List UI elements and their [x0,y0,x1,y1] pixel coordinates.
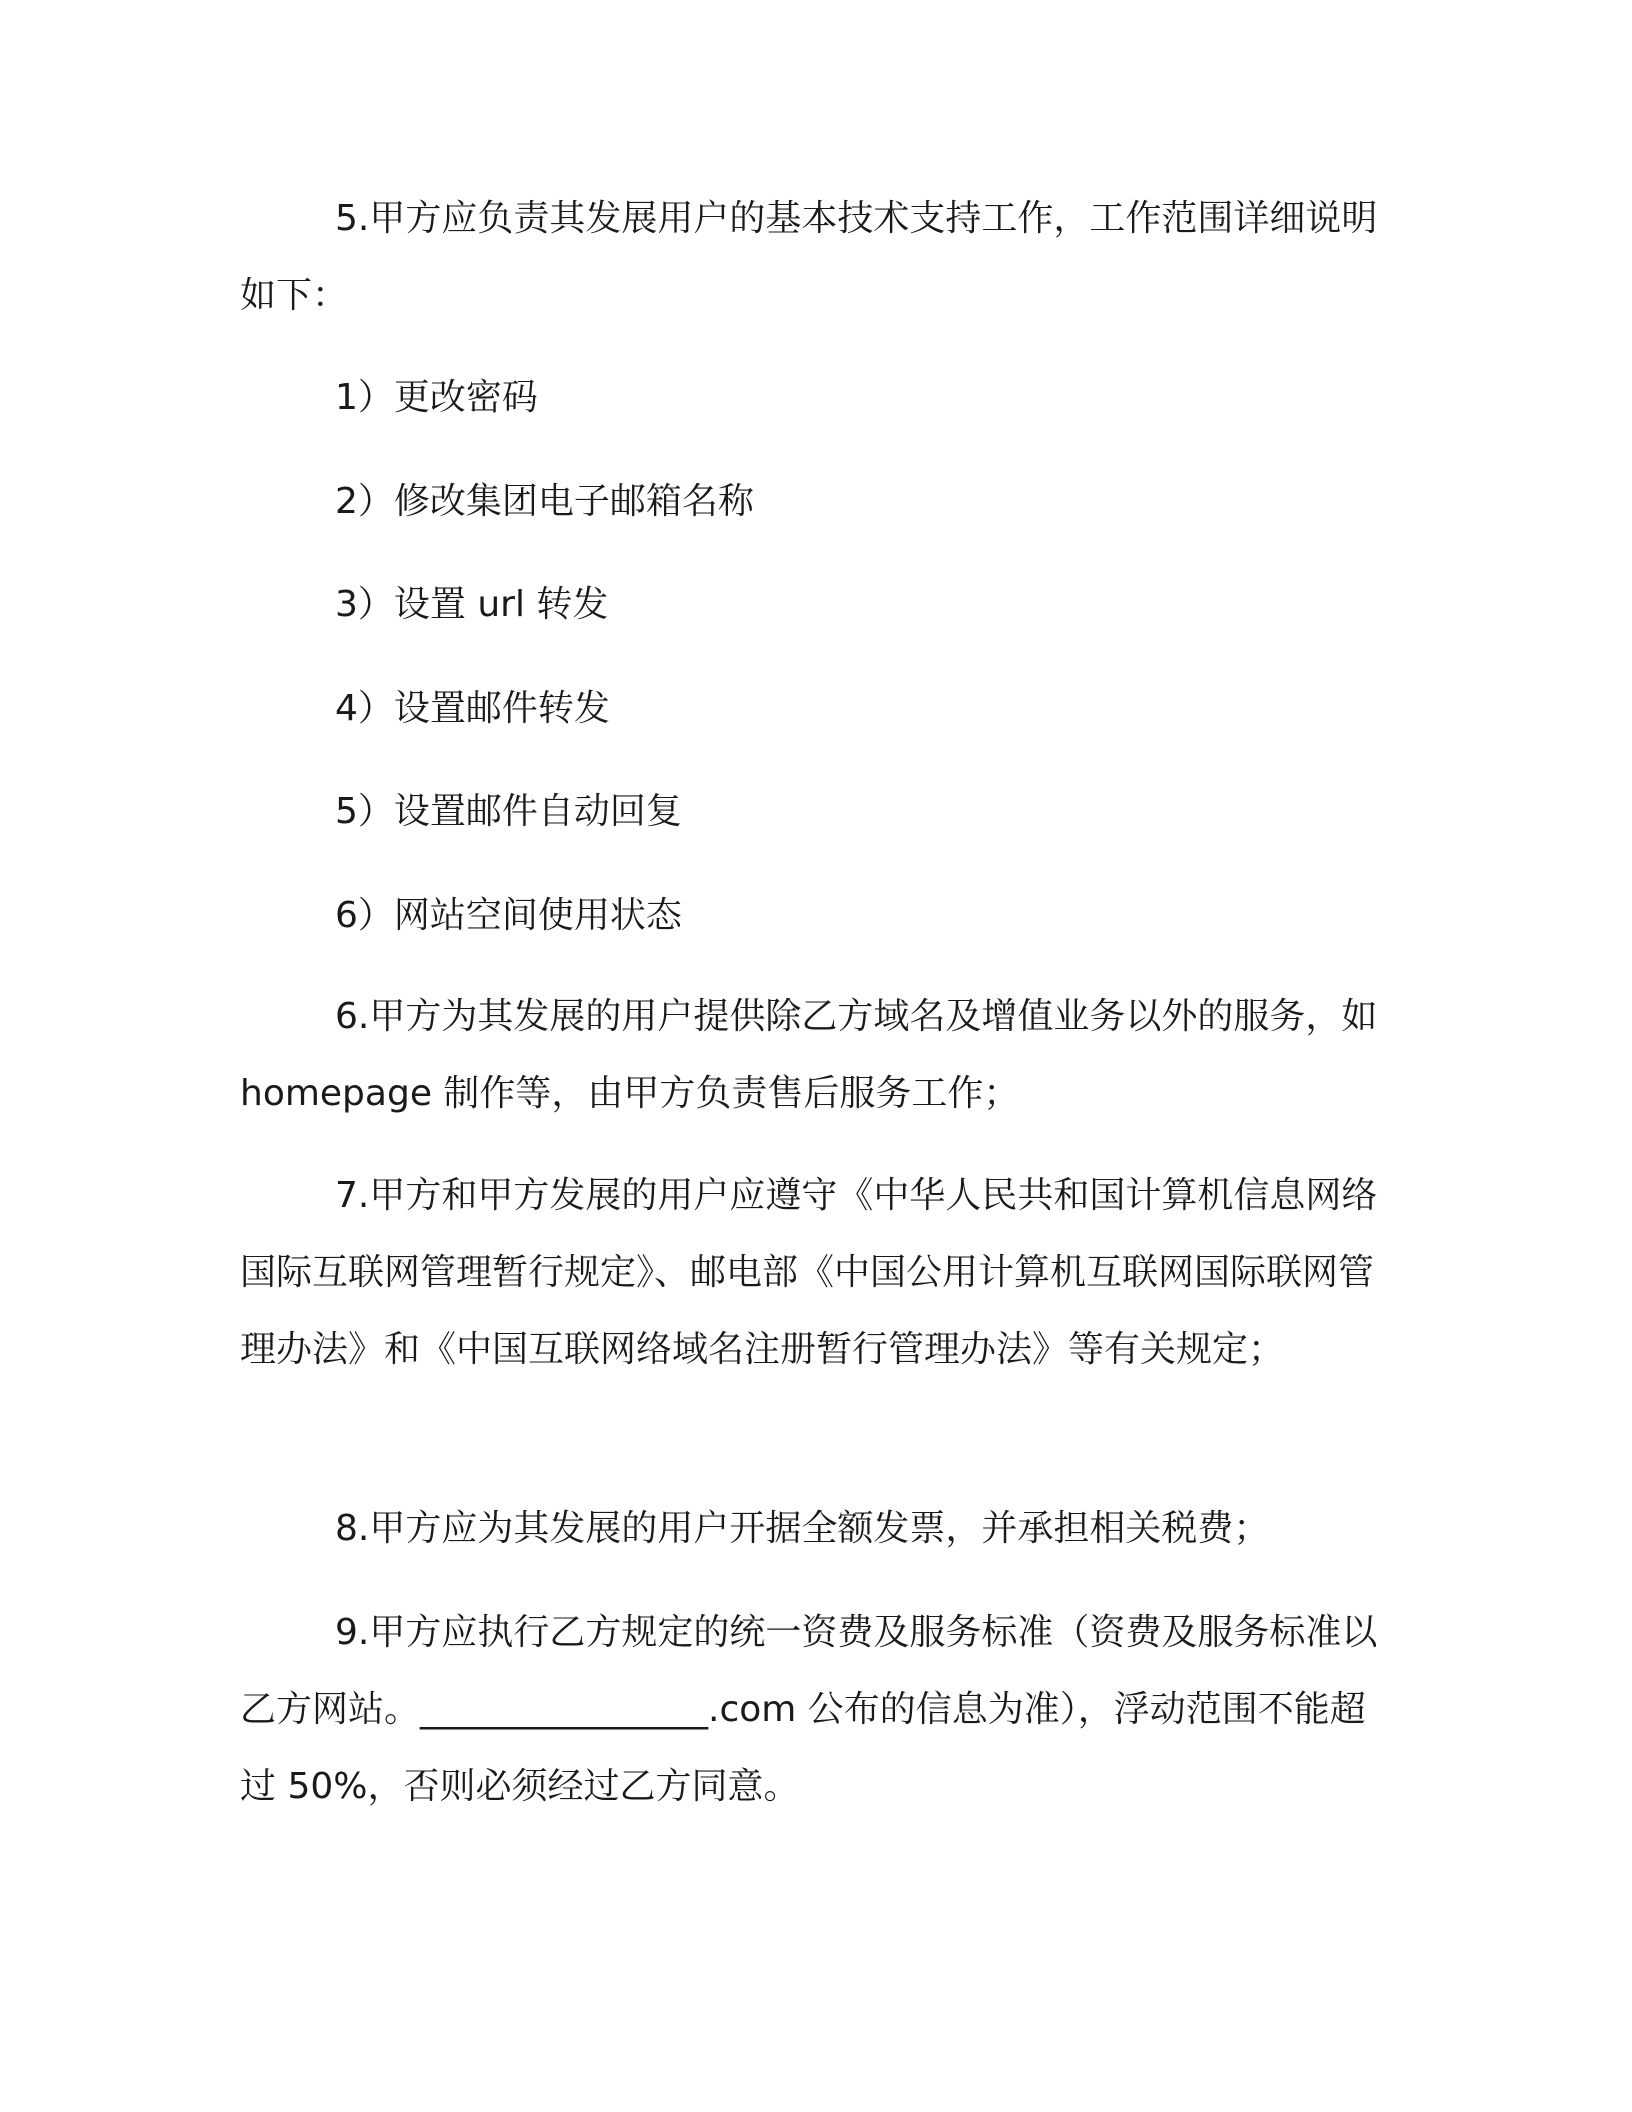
list-item: 3）设置 url 转发 [335,584,609,625]
clause-8: 8.甲方应为其发展的用户开据全额发票，并承担相关税费； [335,1508,1270,1549]
list-item: 1）更改密码 [335,377,538,418]
list-item: 4）设置邮件转发 [335,688,610,729]
clause-7: 7.甲方和甲方发展的用户应遵守《中华人民共和国计算机信息网络国际互联网管理暂行规定》、邮电部《中国公用计算机互联网国际联网管理办法》和《中国互联网络域名注册暂行管理办法》等有关规定； [240,1175,1378,1370]
clause-5: 5.甲方应负责其发展用户的基本技术支持工作，工作范围详细说明如下： [240,198,1378,316]
list-item: 6）网站空间使用状态 [335,895,682,936]
list-item: 5）设置邮件自动回复 [335,791,682,832]
clause-9: 9.甲方应执行乙方规定的统一资费及服务标准（资费及服务标准以乙方网站。________________.com 公布的信息为准），浮动范围不能超过 50%，否则必须经过乙方同意。 [240,1612,1378,1807]
list-item: 2）修改集团电子邮箱名称 [335,481,754,522]
clause-6: 6.甲方为其发展的用户提供除乙方域名及增值业务以外的服务，如 homepage 制作等，由甲方负责售后服务工作； [240,996,1378,1114]
